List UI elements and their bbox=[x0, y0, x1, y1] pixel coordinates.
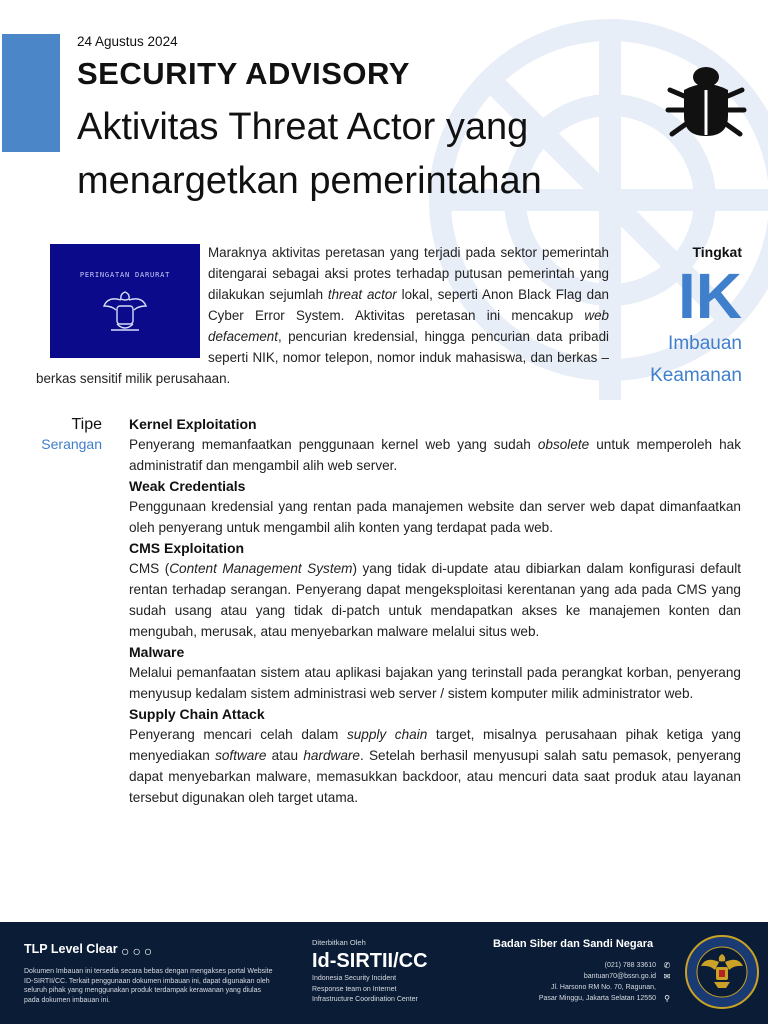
attack-list bbox=[129, 414, 741, 808]
publisher: Diterbitkan Oleh Id-SIRTII/CC Indonesia Security Incident Response team on Internet Infrastructure Coordination Center bbox=[312, 938, 428, 1003]
bug-icon bbox=[664, 60, 748, 140]
attack-weak-credentials bbox=[129, 476, 741, 538]
level-desc-2: Keamanan bbox=[650, 365, 742, 386]
attack-title: Supply Chain Attack bbox=[129, 706, 265, 722]
address-line-1: Jl. Harsono RM No. 70, Ragunan, bbox=[550, 984, 656, 991]
thumbnail-caption: PERINGATAN DARURAT bbox=[79, 271, 171, 279]
attack-title: Kernel Exploitation bbox=[129, 416, 257, 432]
advisory-level bbox=[622, 244, 742, 392]
attack-description: Melalui pemanfaatan sistem atau aplikasi bajakan yang terinstall pada perangkat korban, penyerang menyusup kedalam sistem administrasi web server / sistem komputer milik administrator web. bbox=[129, 665, 741, 701]
attack-supply-chain bbox=[129, 704, 741, 808]
phone-number: (021) 788 33610 bbox=[604, 962, 656, 969]
address-line-2: Pasar Minggu, Jakarta Selatan 12550 bbox=[538, 995, 656, 1002]
phone-icon: ✆ bbox=[663, 961, 671, 970]
publisher-name: Id-SIRTII/CC bbox=[312, 950, 428, 972]
attack-cms bbox=[129, 538, 741, 642]
summary-paragraph: Maraknya aktivitas peretasan yang terjadi pada sektor pemerintah ditengarai sebagai aksi protes terhadap putusan pemerintah yang dilakukan sejumlah threat actor lokal, seperti Anon Black Flag dan Cyber Error System. Aktivitas peretasan ini mencakup web defacement, pencurian kredensial, hingga pencurian data pribadi seperti NIK, nomor telepon, nomor induk mahasiswa, dan berkas – berkas sensitif milik perusahaan. bbox=[36, 245, 609, 386]
email-address: bantuan70@bssn.go.id bbox=[583, 973, 656, 980]
contact-info bbox=[470, 960, 672, 1004]
garuda-emblem bbox=[684, 934, 760, 1010]
attack-title: Malware bbox=[129, 644, 185, 660]
attack-description: Penggunaan kredensial yang rentan pada manajemen website dan server web dapat dimanfaatkan oleh penyerang untuk mengambil alih konten yang terdapat pada web. bbox=[129, 499, 741, 535]
document-type: SECURITY ADVISORY bbox=[77, 56, 410, 91]
attack-description: CMS (Content Management System) yang tidak di-update atau dibiarkan dalam konfigurasi default rentan terhadap serangan. Penyerang dapat mengeksploitasi kerentanan yang ada pada CMS yang sudah usang atau yang tidak di-patch untuk mendapatkan akses ke manajemen konten dan mengubah, merusak, atau menyebarkan malware melalui situs web. bbox=[129, 561, 741, 639]
attack-description: Penyerang mencari celah dalam supply chain target, misalnya perusahaan pihak ketiga yang menyediakan software atau hardware. Setelah berhasil menyusupi salah satu pemasok, penyerang dapat menyebarkan malware, memasukkan backdoor, atau mencuri data saat produk atau layanan tersebut digunakan oleh target utama. bbox=[129, 727, 741, 805]
attack-kernel bbox=[129, 414, 741, 476]
attack-title: CMS Exploitation bbox=[129, 540, 245, 556]
page-title: Aktivitas Threat Actor yang menargetkan pemerintahan bbox=[77, 106, 542, 202]
level-label: Tingkat bbox=[692, 244, 742, 260]
tlp-level: TLP Level Clear bbox=[24, 942, 118, 956]
attack-title: Weak Credentials bbox=[129, 478, 246, 494]
tlp-indicator-icons: ○○○ bbox=[121, 943, 156, 959]
location-icon: ⚲ bbox=[664, 994, 670, 1003]
agency-name: Badan Siber dan Sandi Negara bbox=[493, 938, 654, 950]
mail-icon: ✉ bbox=[663, 972, 671, 981]
attack-malware bbox=[129, 642, 741, 704]
attack-type-label: Tipe Serangan bbox=[41, 416, 102, 452]
attack-description: Penyerang memanfaatkan penggunaan kernel web yang sudah obsolete untuk memperoleh hak administratif dan mengambil alih web server. bbox=[129, 437, 741, 473]
publish-date: 24 Agustus 2024 bbox=[77, 34, 178, 49]
disclaimer: Dokumen Imbauan ini tersedia secara bebas dengan mengakses portal Website ID-SIRTII/CC. Terkait penggunaan dokumen imbauan ini, dapat digunakan oleh seluruh pihak yang menggunakan produk terdampak kerawanan yang diulas pada dokumen imbauan ini. bbox=[24, 968, 273, 1004]
header-accent-bar bbox=[2, 34, 60, 152]
footer bbox=[0, 922, 768, 1024]
level-code: IK bbox=[678, 260, 742, 332]
level-desc-1: Imbauan bbox=[668, 333, 742, 354]
